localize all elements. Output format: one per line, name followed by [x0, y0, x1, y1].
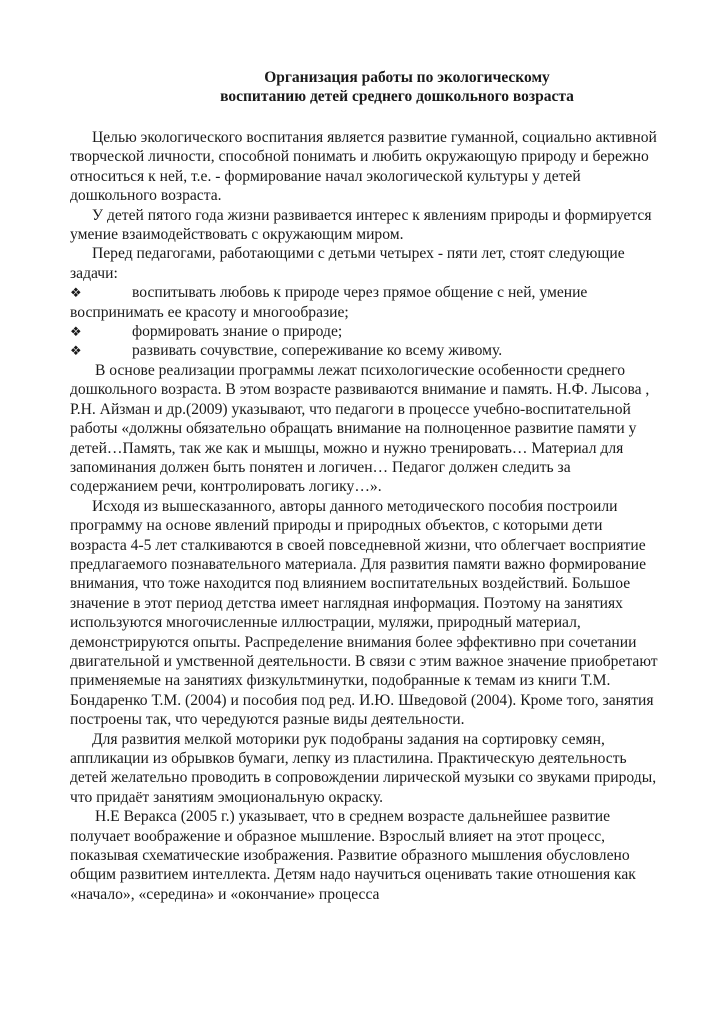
task-text: формировать знание о природе; [132, 323, 343, 341]
diamond-bullet-icon: ❖ [70, 343, 82, 359]
paragraph-goal: Целью экологического воспитания является развитие гуманной, социально активной творческой личности, способной понимать и любить окружающую природу и бережно относиться к ней, т.е. - формирование начал экологической культуры у детей дошкольного возраста. [70, 129, 657, 205]
task-text: воспитывать любовь к природе через прямое общение с ней, умение воспринимать ее красоту и многообразие; [70, 284, 588, 321]
task-text: развивать сочувствие, сопереживание ко всему живому. [132, 342, 503, 360]
paragraph-tasks-intro: Перед педагогами, работающими с детьми четырех - пяти лет, стоят следующие задачи: [70, 245, 625, 282]
paragraph-interest: У детей пятого года жизни развивается интерес к явлениям природы и формируется умение взаимодействовать с окружающим миром. [70, 206, 652, 244]
task-list-item [70, 341, 660, 360]
paragraph-program: Исходя из вышесказанного, авторы данного методического пособия построили программу на основе явлений природы и природных объектов, с которыми дети возраста 4-5 лет сталкиваются в своей повседневной жизни, что облегчает восприятие предлагаемого познавательного материала. Для развития памяти важно формирование внимания, что тоже находится под влиянием воспитательных воздействий. Большое значение в этот период детства имеет наглядная информация. Поэтому на занятиях используются многочисленные иллюстрации, муляжи, природный материал, демонстрируются опыты. Распределение внимания более эффективно при сочетании двигательной и умственной деятельности. В связи с этим важное значение приобретают применяемые на занятиях физкультминутки, подобранные к темам из книги Т.М. Бондаренко Т.М. (2004) и пособия под ред. И.Ю. Шведовой (2004). Кроме того, занятия построены так, что чередуются разные виды деятельности. [70, 497, 658, 729]
paragraph-psychology: В основе реализации программы лежат психологические особенности среднего дошкольного возраста. В этом возрасте развиваются внимание и память. Н.Ф. Лысова , Р.Н. Айзман и др.(2009) указывают, что педагоги в процессе учебно-воспитательной работы «должны обязательно обращать внимание на полноценное развитие памяти у детей…Память, так же как и мышцы, можно и нужно тренировать… Материал для запоминания должен быть понятен и логичен… Педагог должен следить за содержанием речи, контролировать логику…». [70, 361, 650, 496]
paragraph-motor-skills: Для развития мелкой моторики рук подобраны задания на сортировку семян, аппликации из обрывков бумаги, лепку из пластилина. Практическую деятельность детей желательно проводить в сопровождении лирической музыки со звуками природы, что придаёт занятиям эмоциональную окраску. [70, 730, 657, 806]
task-list-item [70, 322, 660, 341]
task-list-item [70, 283, 660, 322]
title-line-2: воспитанию детей среднего дошкольного возраста [220, 88, 574, 105]
document-body [70, 128, 660, 904]
diamond-bullet-icon: ❖ [70, 285, 82, 301]
title-line-1: Организация работы по экологическому [264, 69, 550, 86]
paragraph-imagination: Н.Е Веракса (2005 г.) указывает, что в среднем возрасте дальнейшее развитие получает воображение и образное мышление. Взрослый влияет на этот процесс, показывая схематические изображения. Развитие образного мышления обусловлено общим развитием интеллекта. Детям надо научиться оценивать такие отношения как «начало», «середина» и «окончание» процесса [70, 808, 636, 903]
document-title [0, 68, 724, 106]
diamond-bullet-icon: ❖ [70, 324, 82, 340]
